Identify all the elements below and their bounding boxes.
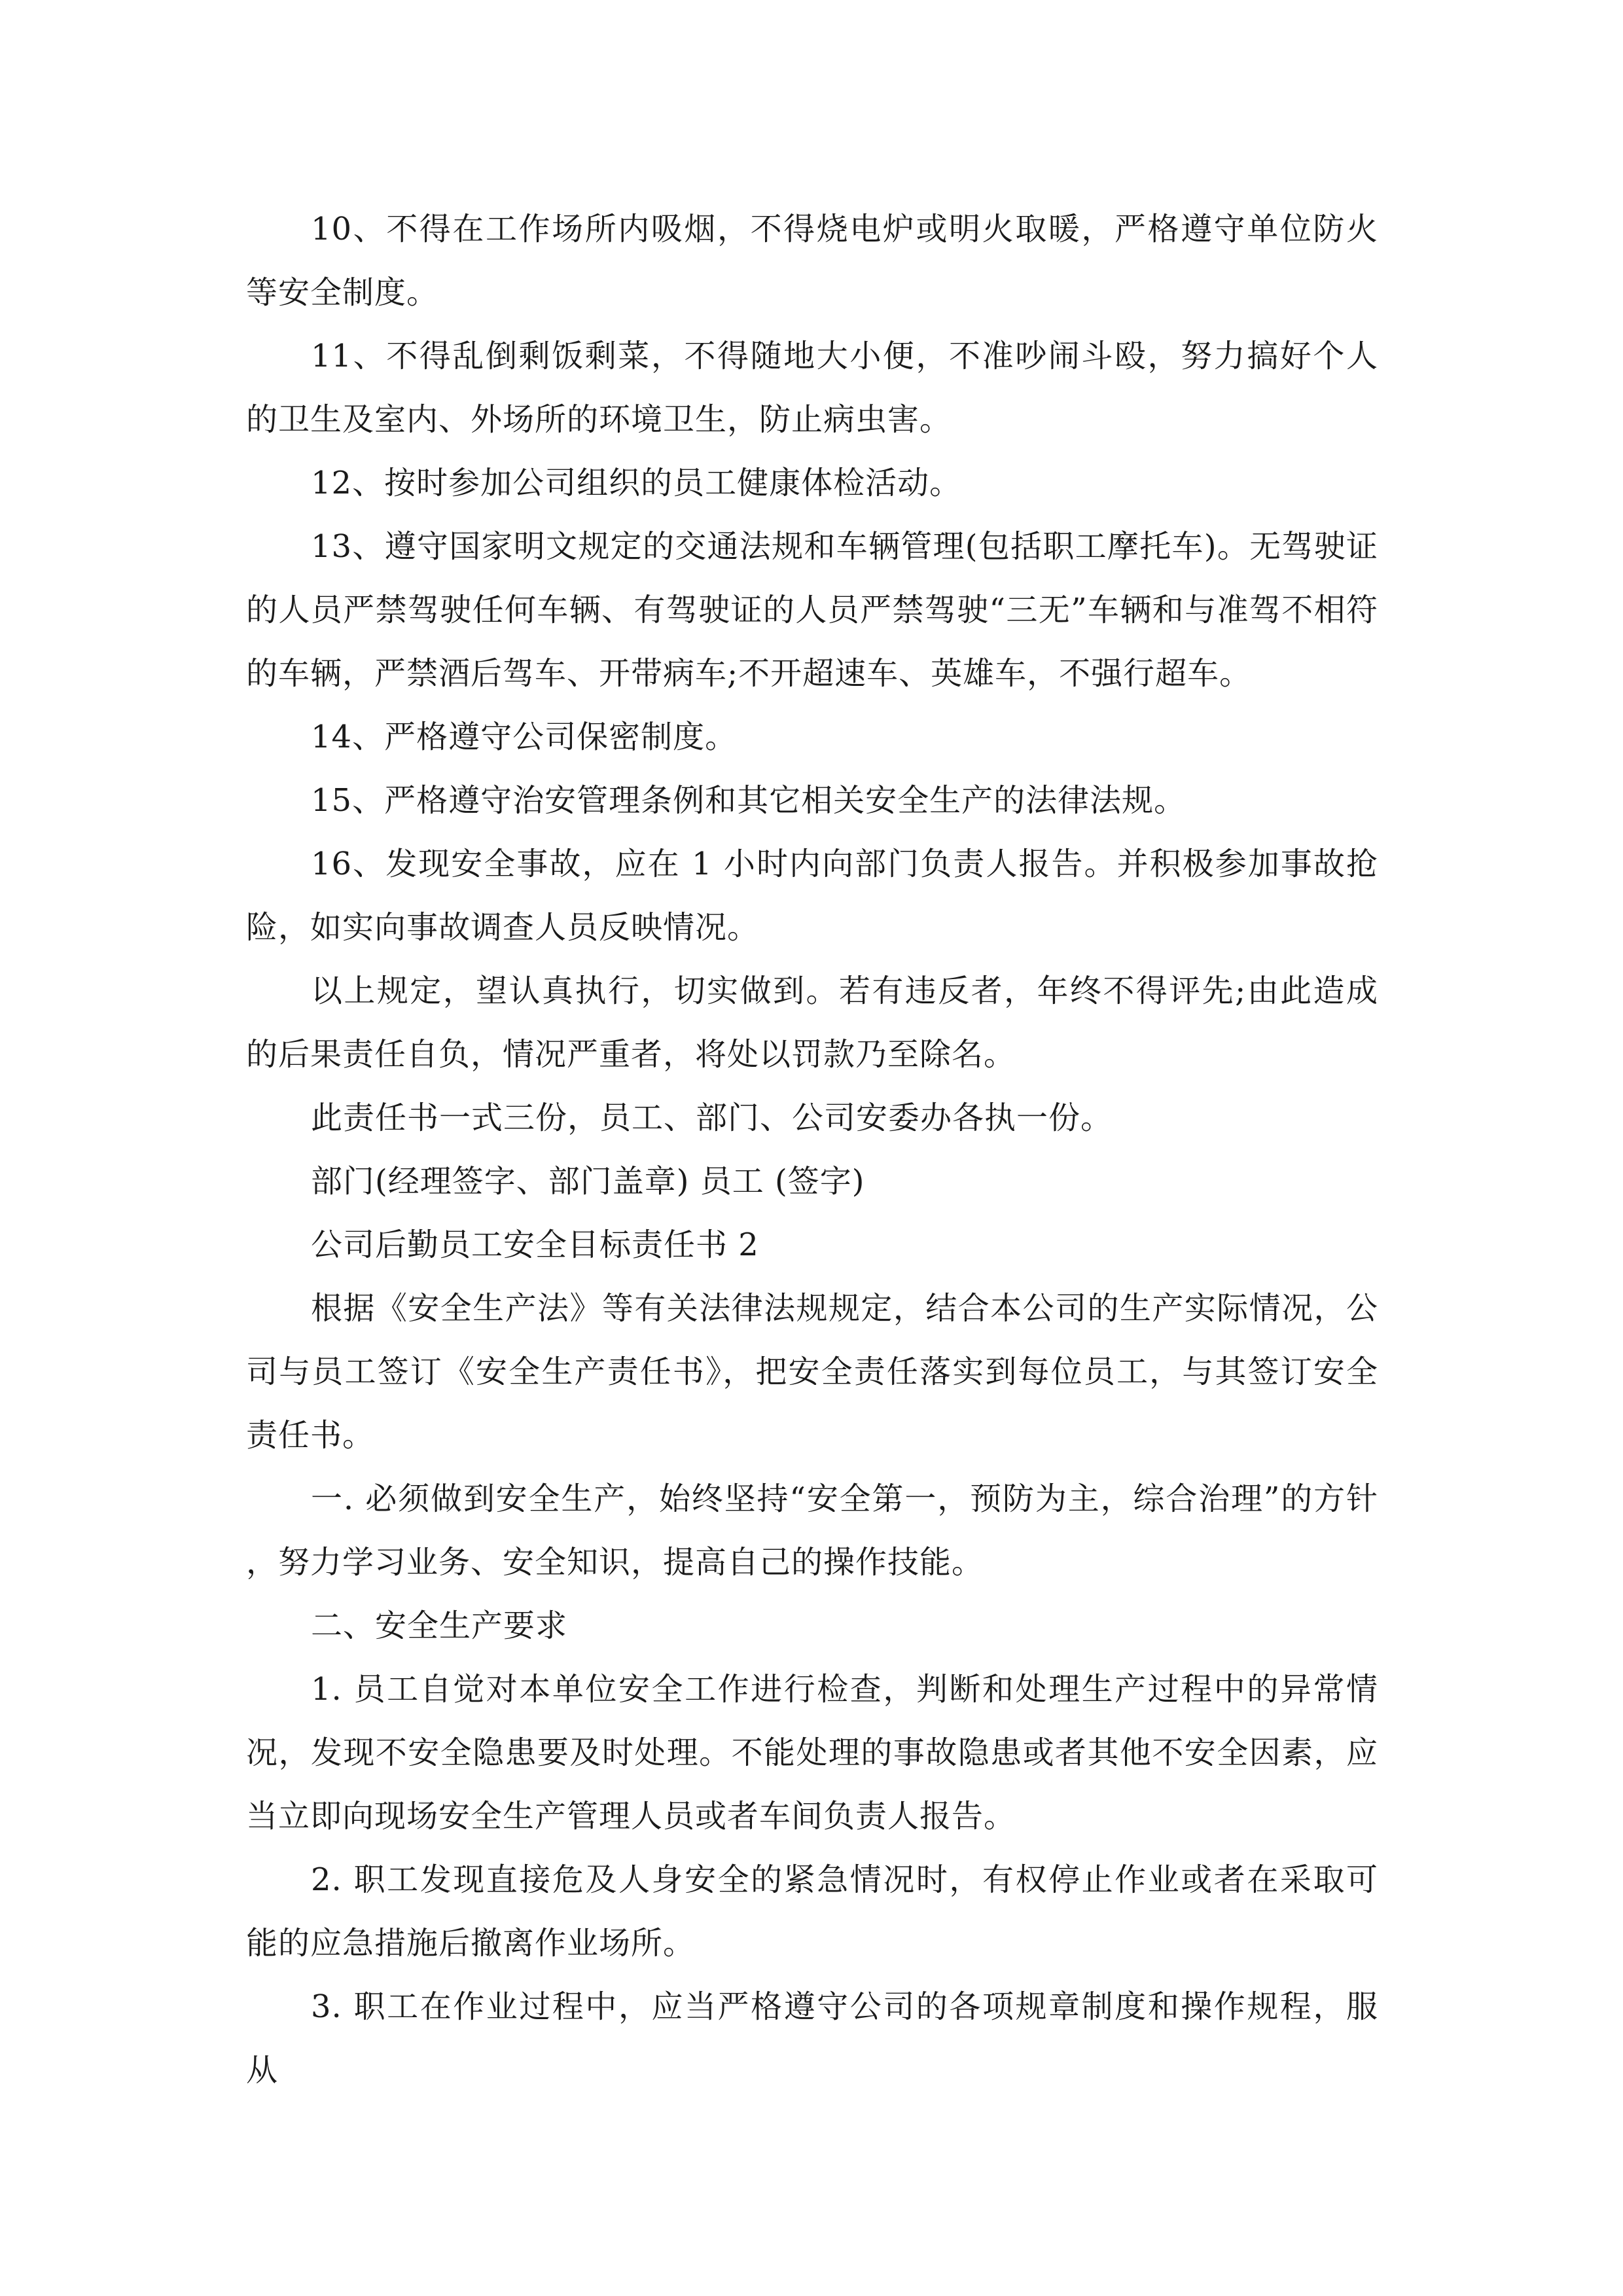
paragraph-rule-11: 11、不得乱倒剩饭剩菜，不得随地大小便，不准吵闹斗殴，努力搞好个人的卫生及室内、外场所的环境卫生，防止病虫害。 xyxy=(246,338,1378,438)
document-body xyxy=(246,198,1378,2102)
signature-line: 部门(经理签字、部门盖章) 员工 (签字) xyxy=(311,1163,865,1200)
paragraph-rule-12: 12、按时参加公司组织的员工健康体检活动。 xyxy=(311,465,962,501)
paragraph-rule-10: 10、不得在工作场所内吸烟，不得烧电炉或明火取暖，严格遵守单位防火等安全制度。 xyxy=(246,211,1378,311)
paragraph-rule-15: 15、严格遵守治安管理条例和其它相关安全生产的法律法规。 xyxy=(311,782,1186,819)
section-title: 公司后勤员工安全目标责任书 2 xyxy=(311,1227,759,1263)
paragraph-rule-13: 13、遵守国家明文规定的交通法规和车辆管理(包括职工摩托车)。无驾驶证的人员严禁驾驶任何车辆、有驾驶证的人员严禁驾驶“三无”车辆和与准驾不相符的车辆，严禁酒后驾车、开带病车;不开超速车、英雄车，不强行超车。 xyxy=(246,528,1378,692)
paragraph-intro: 根据《安全生产法》等有关法律法规规定，结合本公司的生产实际情况，公司与员工签订《安全生产责任书》，把安全责任落实到每位员工，与其签订安全责任书。 xyxy=(246,1290,1378,1454)
paragraph-requirement-3: 3. 职工在作业过程中，应当严格遵守公司的各项规章制度和操作规程，服从 xyxy=(246,1988,1378,2089)
paragraph-closing-note: 以上规定，望认真执行，切实做到。若有违反者，年终不得评先;由此造成的后果责任自负，情况严重者，将处以罚款乃至除名。 xyxy=(246,973,1378,1073)
paragraph-rule-14: 14、严格遵守公司保密制度。 xyxy=(311,719,738,755)
paragraph-section-2-heading: 二、安全生产要求 xyxy=(311,1607,568,1644)
paragraph-requirement-1: 1. 员工自觉对本单位安全工作进行检查，判断和处理生产过程中的异常情况，发现不安全隐患要及时处理。不能处理的事故隐患或者其他不安全因素，应当立即向现场安全生产管理人员或者车间负责人报告。 xyxy=(246,1671,1378,1835)
paragraph-copies-note: 此责任书一式三份，员工、部门、公司安委办各执一份。 xyxy=(311,1100,1113,1136)
paragraph-section-1: 一. 必须做到安全生产，始终坚持“安全第一，预防为主，综合治理”的方针，努力学习业务、安全知识，提高自己的操作技能。 xyxy=(246,1480,1378,1581)
paragraph-requirement-2: 2. 职工发现直接危及人身安全的紧急情况时，有权停止作业或者在采取可能的应急措施后撤离作业场所。 xyxy=(246,1861,1378,1962)
paragraph-rule-16: 16、发现安全事故，应在 1 小时内向部门负责人报告。并积极参加事故抢险，如实向事故调查人员反映情况。 xyxy=(246,846,1378,946)
